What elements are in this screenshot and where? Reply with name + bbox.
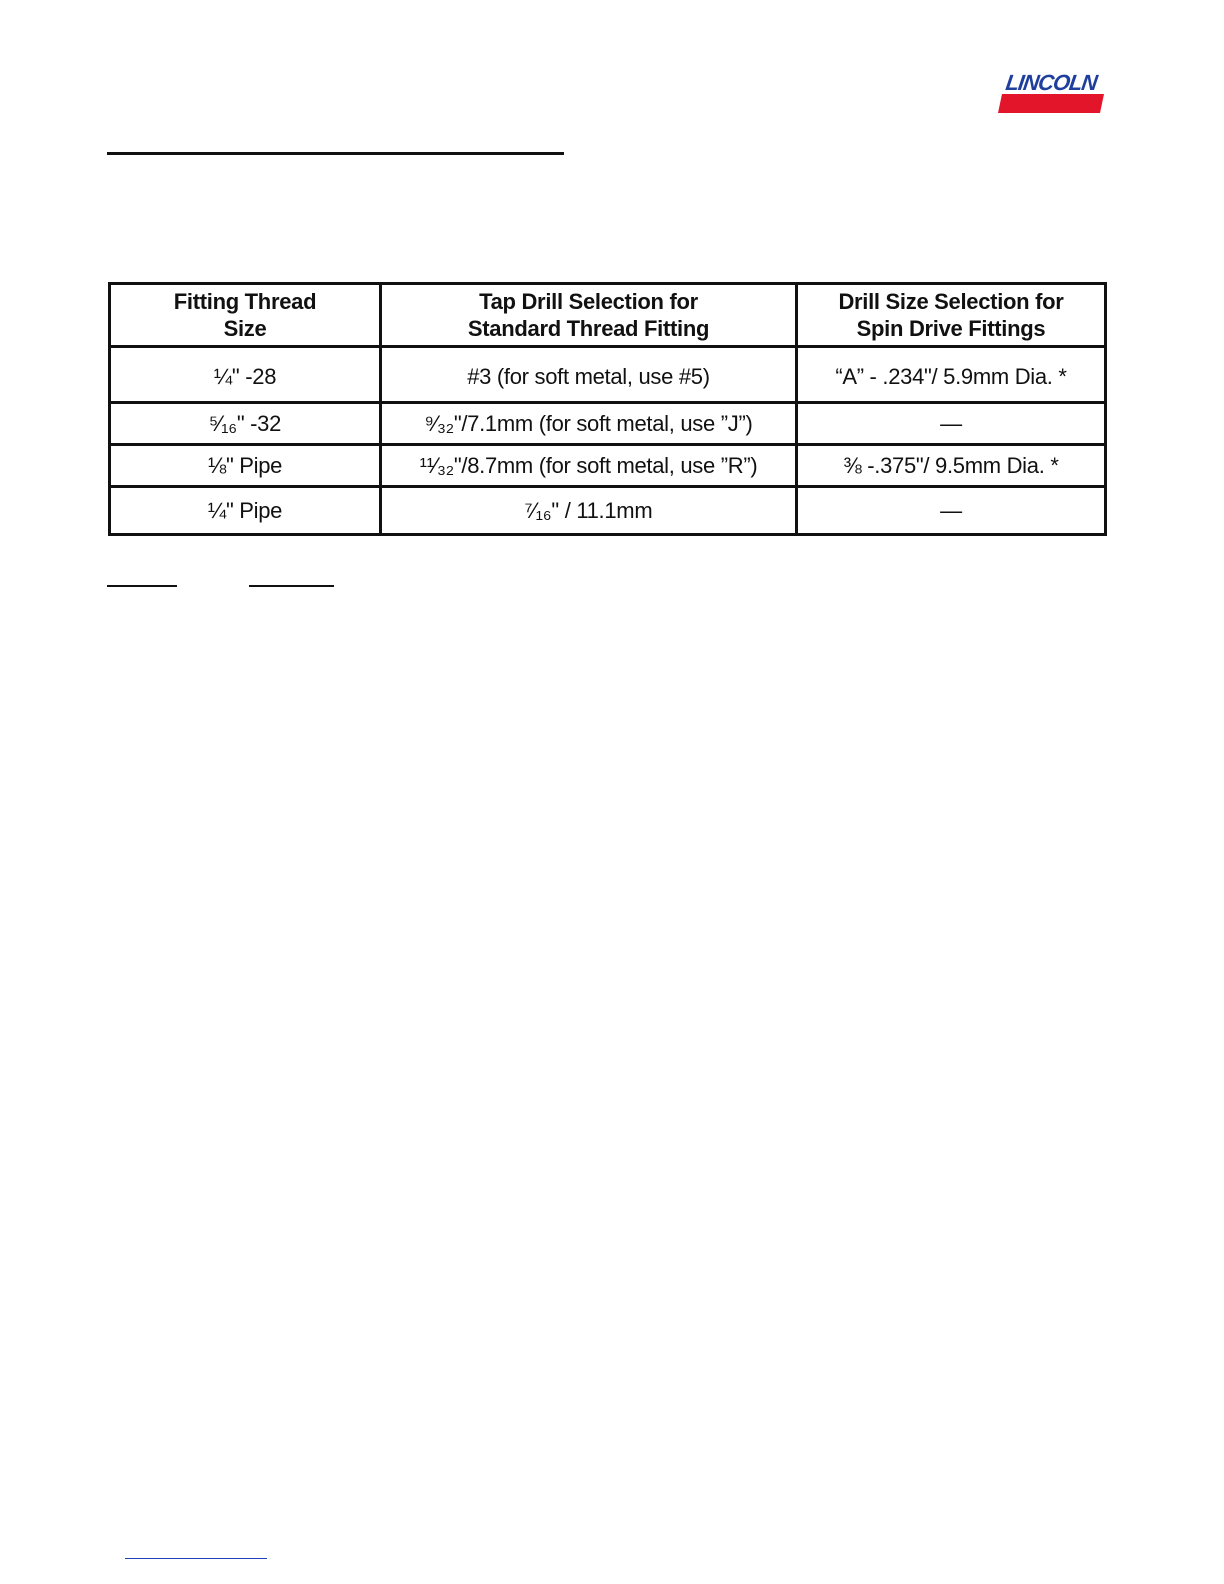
header-fitting-thread-size (110, 284, 381, 347)
table-row (110, 445, 1106, 487)
drill-size-table (108, 282, 1107, 536)
footer-link-underline (125, 1558, 267, 1559)
title-underline (107, 152, 564, 155)
table-row (110, 347, 1106, 403)
header-text: Drill Size Selection for Spin Drive Fittings (838, 289, 1064, 341)
cell-spin-drive-drill: “A” - .234"/ 5.9mm Dia. * (797, 347, 1106, 403)
cell-spin-drive-drill: ⅜ -.375"/ 9.5mm Dia. * (797, 445, 1106, 487)
table-row (110, 487, 1106, 535)
note-underline-right (249, 585, 334, 587)
note-underline-left (107, 585, 177, 587)
cell-thread-size: ¼" Pipe (110, 487, 381, 535)
header-text: Fitting Thread Size (173, 289, 317, 341)
cell-thread-size: ⅛" Pipe (110, 445, 381, 487)
table-row (110, 403, 1106, 445)
header-drill-size-selection (797, 284, 1106, 347)
header-text: Tap Drill Selection for Standard Thread Fitting (467, 289, 710, 341)
cell-thread-size: ⁵⁄₁₆" -32 (110, 403, 381, 445)
cell-tap-drill: #3 (for soft metal, use #5) (381, 347, 797, 403)
lincoln-logo (996, 70, 1108, 116)
cell-tap-drill: ⁷⁄₁₆" / 11.1mm (381, 487, 797, 535)
svg-text:LINCOLN: LINCOLN (1004, 70, 1099, 95)
cell-tap-drill: ¹¹⁄₃₂"/8.7mm (for soft metal, use ”R”) (381, 445, 797, 487)
cell-spin-drive-drill: — (797, 403, 1106, 445)
cell-thread-size: ¼" -28 (110, 347, 381, 403)
cell-spin-drive-drill: — (797, 487, 1106, 535)
cell-tap-drill: ⁹⁄₃₂"/7.1mm (for soft metal, use ”J”) (381, 403, 797, 445)
table-header-row (110, 284, 1106, 347)
header-tap-drill-selection (381, 284, 797, 347)
